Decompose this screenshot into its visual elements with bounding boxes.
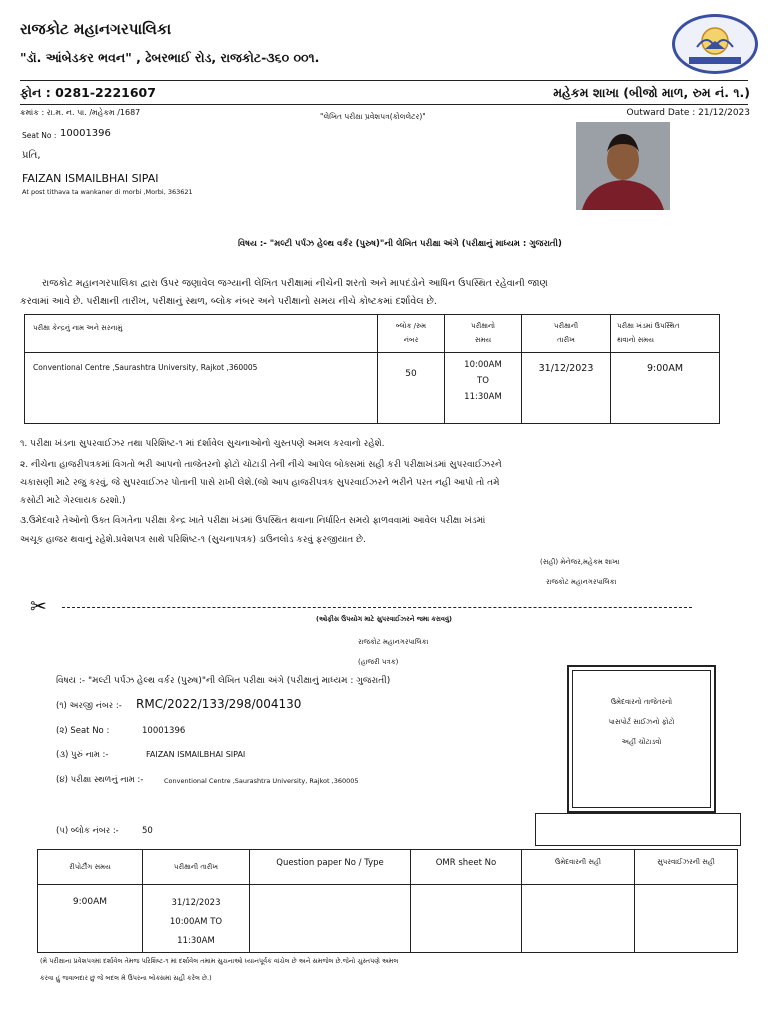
header-block: બ્લોક /રુમ નંબર: [378, 315, 445, 353]
office-copy-org: રાજકોટ મહાનગરપાલિકા: [358, 638, 429, 646]
org-name: રાજકોટ મહાનગરપાલિકા: [20, 20, 172, 38]
block-cell: 50: [378, 353, 445, 424]
photo-box-line-3: અહીં ચોંટાડવો: [621, 738, 662, 746]
office-seat-number: 10001396: [142, 726, 186, 736]
header-centre: પરીક્ષા કેન્દ્રનું નામ અને સરનામું: [25, 315, 378, 353]
application-number: RMC/2022/133/298/004130: [136, 697, 302, 711]
office-seat-label: (૨) Seat No :: [56, 726, 110, 736]
signature-designation: (સહી) મેનેજર,મહેકમ શાખા: [540, 558, 620, 566]
attendance-table: [37, 849, 738, 953]
org-address: "ડૉ. આંબેડકર ભવન" , ઢેબરભાઈ રોડ, રાજકોટ-૩૬૦ ૦૦૧.: [20, 50, 320, 65]
document-title: "લેખિત પરીક્ષા પ્રવેશપત્ર(કોલલેટર)": [320, 112, 426, 121]
header-supervisor-sign: સુપરવાઈઝરની સહી: [635, 850, 738, 885]
reporting-cell: 9:00AM: [611, 353, 720, 424]
header-time: પરીક્ષાનો સમય: [445, 315, 522, 353]
full-name-label: (૩) પુરું નામ :-: [56, 750, 109, 760]
seat-label: Seat No :: [22, 131, 57, 140]
instruction-2c: કસોટી માટે ગેરલાયક ઠરશો.): [20, 496, 126, 506]
exam-schedule-table: [24, 314, 720, 424]
instruction-2a: ૨. નીચેના હાજરીપત્રકમાં વિગતો ભરી આપનો તાજેતરનો ફોટો ચોટાડી તેની નીચે આપેલ બોક્સમાં સહી કરી પરીક્ષાખંડમાં સુપરવાઈઝરને: [20, 460, 502, 470]
block-label: (૫) બ્લોક નંબર :-: [56, 826, 119, 836]
centre-cell: Conventional Centre ,Saurashtra University, Rajkot ,360005: [25, 353, 378, 424]
cut-line: [62, 607, 692, 608]
office-copy-subject: વિષય :- "મલ્ટી પર્પઝ હેલ્થ વર્કર (પુરુષ)"ની લેખિત પરીક્ષા અંગે (પરીક્ષાનું માધ્યમ : ગુજરાતી): [56, 676, 391, 686]
photo-box-line-1: ઉમેદવારનો તાજેતરનો: [610, 698, 673, 706]
block-number: 50: [142, 826, 153, 836]
supervisor-sign-cell[interactable]: [635, 885, 738, 953]
intro-line-2: કરવામાં આવે છે. પરીક્ષાની તારીખ, પરીક્ષાનું સ્થળ, બ્લોક નંબર અને પરીક્ષાનો સમય નીચે કોષ્ટકમાં દર્શાવેલ છે.: [20, 296, 437, 307]
reference-number: ક્રમાંક : રા.મ. ન. પા. /મહેકમ /1687: [20, 108, 141, 117]
time-cell: 10:00AM TO 11:30AM: [445, 353, 522, 424]
candidate-sign-cell[interactable]: [522, 885, 635, 953]
omr-cell[interactable]: [411, 885, 522, 953]
scissors-icon: ✂: [30, 594, 47, 618]
candidate-name: FAIZAN ISMAILBHAI SIPAI: [22, 172, 159, 185]
letter-subject: વિષય :- "મલ્ટી પર્પઝ હેલ્થ વર્કર (પુરુષ)"ની લેખિત પરીક્ષા અંગે (પરીક્ષાનું માધ્યમ : ગુજરાતી): [238, 239, 562, 249]
exam-date-cell: 31/12/2023 10:00AM TO 11:30AM: [143, 885, 250, 953]
instruction-3a: ૩.ઉમેદવારે તેઓનો ઉક્ત વિગતેના પરીક્ષા કેન્દ્ર ખાતે પરીક્ષા ખંડમાં ઉપસ્થિત થવાના નિર્ધારિત સમયે ફાળવવામાં આવેલ પરીક્ષા ખંડમાં: [20, 516, 486, 526]
reporting-time-cell: 9:00AM: [38, 885, 143, 953]
question-paper-cell[interactable]: [250, 885, 411, 953]
seat-number: 10001396: [60, 128, 111, 139]
header-omr: OMR sheet No: [411, 850, 522, 885]
header-candidate-sign: ઉમેદવારની સહી: [522, 850, 635, 885]
declaration-line-2: કરવા હું જવાબદાર છું જે બદલ મે ઉપરના બોક્સમાં સહી કરેલ છે.): [40, 974, 212, 982]
candidate-photo: [576, 122, 670, 210]
centre-label: (૪) પરીક્ષા સ્થળનું નામ :-: [56, 775, 144, 785]
declaration-line-1: (મે પરીક્ષાના પ્રવેશપત્રમાં દર્શાવેલ તેમજ પરિશિષ્ટ-૧ માં દર્શાવેલ તમામ સુચનાઓ ધ્યાનપૂર્વક વાંચેલ છે અને સમજેલ છે.જેનો ચુસ્તપણે અમલ: [40, 957, 399, 965]
header-reporting: પરીક્ષા ખંડમાં ઉપસ્થિત થવાનો સમય: [611, 315, 720, 353]
full-name: FAIZAN ISMAILBHAI SIPAI: [146, 750, 246, 759]
centre-name: Conventional Centre ,Saurashtra University, Rajkot ,360005: [164, 777, 359, 785]
signature-organization: રાજકોટ મહાનગરપાલિકા: [546, 578, 617, 586]
header-question-paper: Question paper No / Type: [250, 850, 411, 885]
date-cell: 31/12/2023: [522, 353, 611, 424]
header-exam-date: પરીક્ષાની તારીખ: [143, 850, 250, 885]
intro-line-1: રાજકોટ મહાનગરપાલિકા દ્વારા ઉપર જણાવેલ જગ્યાની લેખિત પરીક્ષામાં નીચેની શરતો અને માપદંડોને આધિન ઉપસ્થિત રહેવાની જાણ: [42, 278, 548, 289]
signature-box: [535, 813, 741, 846]
prati-label: પ્રતિ,: [22, 150, 41, 161]
office-copy-title: (હાજરી પત્રક): [358, 658, 399, 666]
instruction-2b: ચકાસણી માટે રજુ કરવું, જે સુપરવાઈઝર પોતાની પાસે રાખી લેશે.(જો આપ હાજરીપત્રક સુપરવાઈઝરને ભરીને પરત નહી આપો તો તમે: [20, 478, 500, 488]
phone-number: ફોન : 0281-2221607: [20, 85, 156, 100]
outward-date: Outward Date : 21/12/2023: [626, 108, 750, 118]
instruction-3b: અચૂક હાજર થવાનું રહેશે.પ્રવેશપત્ર સાથે પરિશિષ્ટ-૧ (સુચનાપત્રક) ડાઉનલોડ કરવું ફરજીયાત છે.: [20, 535, 366, 545]
header-date: પરીક્ષાની તારીખ: [522, 315, 611, 353]
header-reporting-time: રીપોર્ટીંગ સમય: [38, 850, 143, 885]
office-use-note: (ઓફીસ ઉપયોગ માટે સુપરવાઈઝરને જમા કરાવવું): [316, 615, 452, 623]
application-label: (૧) અરજી નંબર :-: [56, 701, 122, 711]
candidate-address: At post tithava ta wankaner di morbi ,Morbi, 363621: [22, 188, 193, 196]
instruction-1: ૧. પરીક્ષા ખંડના સુપરવાઈઝર તથા પરિશિષ્ટ-૧ માં દર્શાવેલ સુચનાઓનો ચુસ્તપણે અમલ કરવાનો રહેશે.: [20, 439, 385, 449]
photo-paste-box: [567, 665, 716, 813]
rmc-logo: [672, 14, 758, 74]
department: મહેકમ શાખા (બીજો માળ, રુમ નં. ૧.): [553, 85, 750, 100]
photo-box-line-2: પાસપોર્ટ સાઈઝનો ફોટો: [608, 718, 675, 726]
